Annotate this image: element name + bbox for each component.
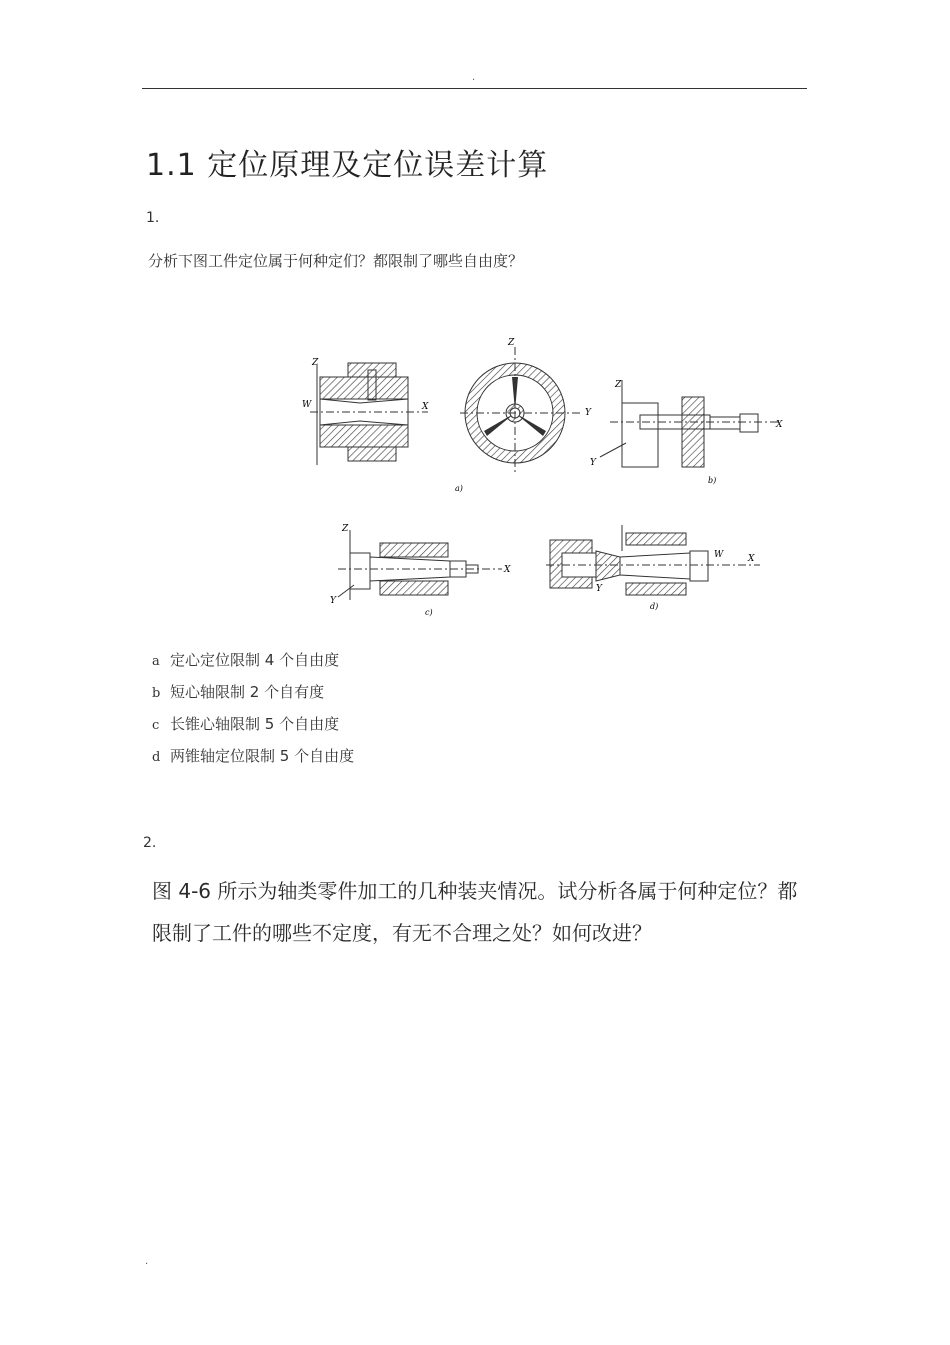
label-b-z: Z: [615, 380, 622, 390]
answer-list: [152, 645, 354, 773]
label-a-w: W: [302, 400, 312, 410]
label-b-y: Y: [590, 458, 596, 468]
answer-item: [152, 677, 354, 709]
answer-text: 长锥心轴限制 5 个自由度: [170, 715, 340, 733]
label-d-y: Y: [596, 584, 602, 594]
header-mark: .: [472, 72, 476, 83]
answer-letter: b: [152, 686, 161, 701]
answer-text: 定心定位限制 4 个自由度: [170, 651, 340, 669]
label-c-z: Z: [342, 524, 349, 534]
label-chuck-z: Z: [508, 338, 515, 348]
section-title: 1.1 定位原理及定位误差计算: [146, 148, 549, 183]
question-1-number: 1.: [146, 210, 160, 226]
label-a-z: Z: [312, 358, 319, 368]
answer-item: [152, 645, 354, 677]
figure-d: [546, 525, 760, 611]
label-b-x: X: [776, 420, 783, 430]
answer-text: 短心轴限制 2 个自有度: [170, 683, 325, 701]
answer-text: 两锥轴定位限制 5 个自由度: [170, 747, 355, 765]
question-1-prompt: 分析下图工件定位属于何种定们？都限制了哪些自由度？: [148, 252, 524, 270]
label-fig-d: d): [650, 602, 659, 611]
fixture-figure: [290, 325, 800, 620]
label-chuck-y: Y: [585, 408, 591, 418]
figure-a-chuck: [455, 338, 592, 493]
answer-letter: d: [152, 750, 161, 765]
label-a-x: X: [422, 402, 429, 412]
label-c-x: X: [504, 565, 511, 575]
label-fig-c: c): [425, 608, 433, 617]
figure-b: [590, 380, 783, 485]
answer-item: [152, 709, 354, 741]
answer-letter: c: [152, 718, 160, 733]
figure-c: [330, 524, 511, 617]
figure-a: [302, 358, 429, 465]
label-c-y: Y: [330, 596, 336, 606]
answer-letter: a: [152, 654, 160, 669]
question-2-number: 2.: [143, 835, 157, 851]
footer-mark: .: [145, 1256, 149, 1267]
label-fig-b: b): [708, 476, 717, 485]
question-2-text: 图 4-6 所示为轴类零件加工的几种装夹情况。试分析各属于何种定位？都限制了工件的哪些不定度，有无不合理之处？如何改进？: [152, 879, 798, 945]
header-rule: [142, 88, 807, 89]
label-fig-a: a): [455, 484, 463, 493]
label-d-x: X: [748, 554, 755, 564]
answer-item: [152, 741, 354, 773]
label-d-w: W: [714, 550, 724, 560]
